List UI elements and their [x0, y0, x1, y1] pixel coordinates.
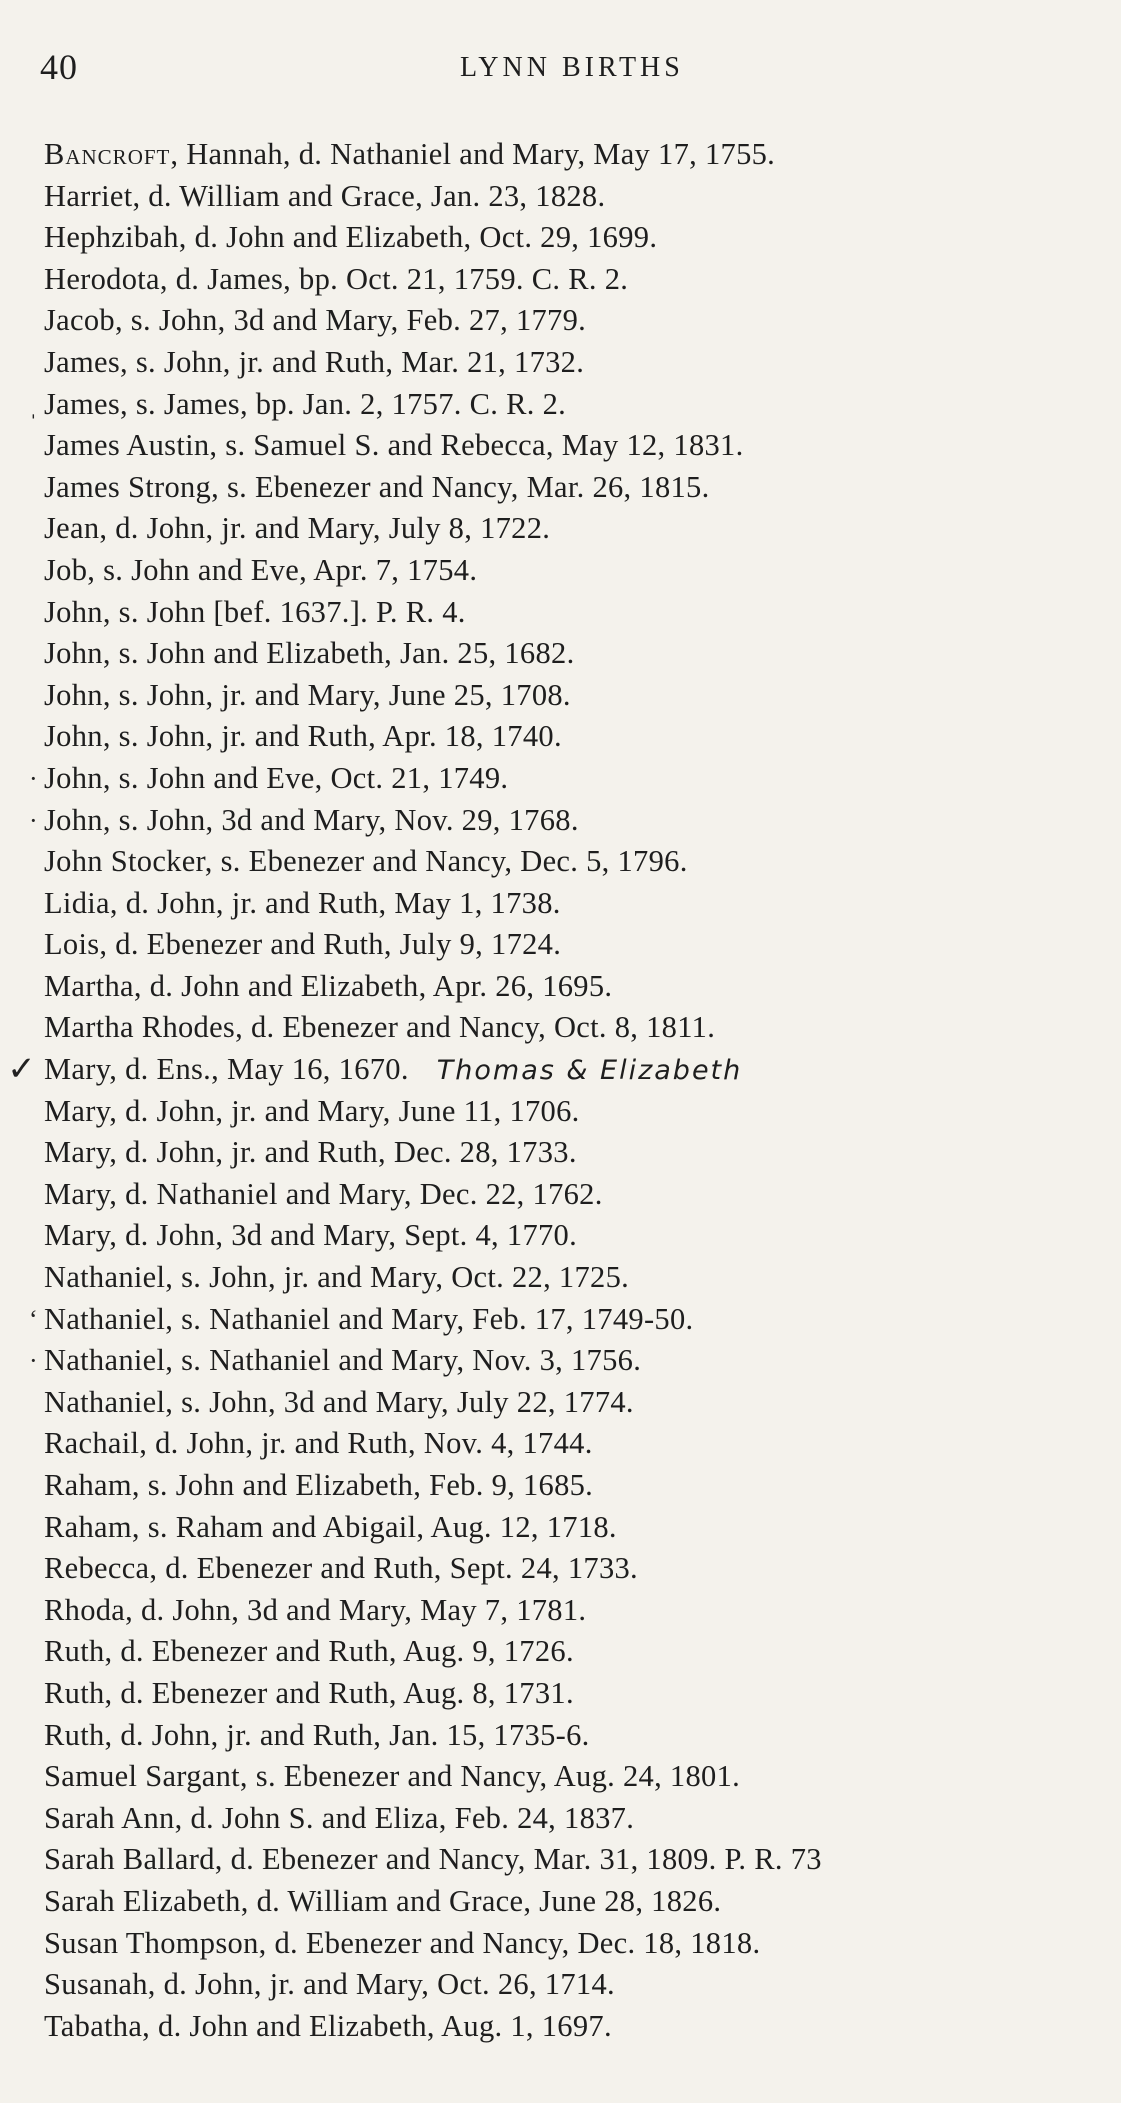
- entry-text: Raham, s. John and Elizabeth, Feb. 9, 1685.: [44, 1468, 594, 1502]
- list-item: [44, 342, 1121, 384]
- entry-text: John, s. John and Eve, Oct. 21, 1749.: [44, 760, 509, 795]
- list-item: [44, 176, 1121, 218]
- entry-text: Ruth, d. Ebenezer and Ruth, Aug. 8, 1731.: [44, 1675, 574, 1710]
- list-item: [44, 1132, 1121, 1174]
- entry-text: John, s. John, jr. and Ruth, Apr. 18, 1740.: [44, 719, 562, 754]
- entry-text: Martha, d. John and Elizabeth, Apr. 26, 1695.: [44, 968, 613, 1003]
- list-item: [44, 841, 1121, 883]
- list-item: [29, 1299, 1121, 1341]
- list-item: [44, 1091, 1121, 1133]
- list-item: [44, 1631, 1121, 1673]
- list-item: [44, 1673, 1121, 1715]
- entry-text: Ruth, d. Ebenezer and Ruth, Aug. 9, 1726.: [44, 1634, 574, 1669]
- entry-text: Tabatha, d. John and Elizabeth, Aug. 1, 1697.: [44, 2008, 612, 2043]
- entry-text: Job, s. John and Eve, Apr. 7, 1754.: [44, 552, 478, 587]
- list-item: [44, 550, 1121, 592]
- list-item: [44, 425, 1121, 467]
- entry-text: James, s. James, bp. Jan. 2, 1757. C. R. 2.: [44, 386, 567, 421]
- list-item: [44, 1174, 1121, 1216]
- entry-text: Mary, d. John, jr. and Ruth, Dec. 28, 1733.: [44, 1135, 577, 1170]
- list-item: [44, 1423, 1121, 1465]
- list-item: [44, 675, 1121, 717]
- list-item: [44, 259, 1121, 301]
- surname: Bancroft: [44, 137, 171, 171]
- margin-mark: ʻ: [29, 1304, 38, 1334]
- entry-text: Susan Thompson, d. Ebenezer and Nancy, Dec. 18, 1818.: [44, 1925, 761, 1960]
- list-item: [44, 1257, 1121, 1299]
- list-item: [29, 800, 1121, 842]
- margin-mark: ·: [29, 763, 38, 793]
- list-item: [44, 1007, 1121, 1049]
- list-item: [44, 1215, 1121, 1257]
- entry-text: James Austin, s. Samuel S. and Rebecca, May 12, 1831.: [44, 428, 744, 463]
- entry-text: Lois, d. Ebenezer and Ruth, July 9, 1724.: [44, 927, 562, 962]
- running-title: LYNN BIRTHS: [460, 52, 684, 83]
- list-item: [44, 1964, 1121, 2006]
- list-item: [44, 1756, 1121, 1798]
- entry-text: Sarah Ann, d. John S. and Eliza, Feb. 24, 1837.: [44, 1800, 635, 1835]
- entry-text: John, s. John and Elizabeth, Jan. 25, 1682.: [44, 636, 575, 671]
- entry-text: John, s. John [bef. 1637.]. P. R. 4.: [44, 594, 466, 629]
- entry-text: Hephzibah, d. John and Elizabeth, Oct. 29, 1699.: [44, 220, 658, 255]
- list-item: [44, 2006, 1121, 2048]
- entry-text: Ruth, d. John, jr. and Ruth, Jan. 15, 1735-6.: [44, 1717, 590, 1752]
- entry-text: Martha Rhodes, d. Ebenezer and Nancy, Oct. 8, 1811.: [44, 1010, 716, 1045]
- entry-text: Lidia, d. John, jr. and Ruth, May 1, 1738.: [44, 885, 561, 920]
- list-item: [29, 1340, 1121, 1382]
- list-item: [44, 1548, 1121, 1590]
- entry-text: Nathaniel, s. John, jr. and Mary, Oct. 22, 1725.: [44, 1260, 630, 1295]
- list-item: [44, 1798, 1121, 1840]
- entry-text: Sarah Elizabeth, d. William and Grace, June 28, 1826.: [44, 1883, 722, 1918]
- entry-text: Rhoda, d. John, 3d and Mary, May 7, 1781.: [44, 1592, 587, 1627]
- list-item: [44, 592, 1121, 634]
- list-item: [44, 966, 1121, 1008]
- list-item: [44, 1382, 1121, 1424]
- birth-entries-list: [7, 134, 1121, 2047]
- entry-text: Mary, d. John, jr. and Mary, June 11, 1706.: [44, 1093, 580, 1128]
- list-item: [44, 1590, 1121, 1632]
- entry-text: Mary, d. John, 3d and Mary, Sept. 4, 1770.: [44, 1218, 578, 1253]
- page-number: 40: [40, 47, 78, 87]
- list-item: [44, 508, 1121, 550]
- entry-text: Susanah, d. John, jr. and Mary, Oct. 26, 1714.: [44, 1967, 615, 2002]
- entry-text: Sarah Ballard, d. Ebenezer and Nancy, Mar. 31, 1809. P. R. 73: [44, 1842, 822, 1877]
- entry-text: John Stocker, s. Ebenezer and Nancy, Dec. 5, 1796.: [44, 844, 688, 879]
- list-item: [29, 758, 1121, 800]
- entry-text: James Strong, s. Ebenezer and Nancy, Mar. 26, 1815.: [44, 469, 710, 504]
- list-item: [44, 633, 1121, 675]
- entry-text: Jacob, s. John, 3d and Mary, Feb. 27, 1779.: [44, 303, 587, 338]
- entry-text: Jean, d. John, jr. and Mary, July 8, 1722.: [44, 511, 551, 546]
- entry-text: John, s. John, jr. and Mary, June 25, 1708.: [44, 677, 571, 712]
- checkmark-icon: ✓: [7, 1051, 36, 1089]
- list-item: [44, 883, 1121, 925]
- entry-text: Harriet, d. William and Grace, Jan. 23, 1828.: [44, 178, 606, 213]
- list-item: [44, 924, 1121, 966]
- list-item: [44, 134, 1121, 176]
- entry-text: , Hannah, d. Nathaniel and Mary, May 17, 1755.: [170, 137, 776, 171]
- list-item: [44, 467, 1121, 509]
- entry-text: Samuel Sargant, s. Ebenezer and Nancy, Aug. 24, 1801.: [44, 1759, 741, 1794]
- list-item: [44, 217, 1121, 259]
- list-item: [44, 716, 1121, 758]
- entry-text: Raham, s. Raham and Abigail, Aug. 12, 1718.: [44, 1509, 617, 1544]
- list-item: [44, 1881, 1121, 1923]
- entry-text: John, s. John, 3d and Mary, Nov. 29, 1768.: [44, 802, 579, 837]
- entry-text: James, s. John, jr. and Ruth, Mar. 21, 1732.: [44, 344, 585, 379]
- entry-text: Rebecca, d. Ebenezer and Ruth, Sept. 24, 1733.: [44, 1551, 638, 1586]
- list-item: [44, 1839, 1121, 1881]
- list-item: [44, 1715, 1121, 1757]
- margin-mark: ·: [29, 805, 38, 835]
- list-item: [44, 1923, 1121, 1965]
- list-item: [7, 1049, 1121, 1091]
- entry-text: Nathaniel, s. Nathaniel and Mary, Feb. 17, 1749-50.: [44, 1301, 694, 1336]
- list-item: [44, 1465, 1121, 1507]
- entry-text: Mary, d. Ens., May 16, 1670.: [44, 1052, 409, 1087]
- entry-text: Nathaniel, s. Nathaniel and Mary, Nov. 3, 1756.: [44, 1343, 642, 1378]
- list-item: [44, 1507, 1121, 1549]
- entry-text: Nathaniel, s. John, 3d and Mary, July 22, 1774.: [44, 1384, 634, 1419]
- entry-text: Rachail, d. John, jr. and Ruth, Nov. 4, 1744.: [44, 1426, 593, 1461]
- margin-mark: ·: [29, 1346, 38, 1376]
- list-item: [29, 384, 1121, 426]
- entry-text: Mary, d. Nathaniel and Mary, Dec. 22, 1762.: [44, 1176, 603, 1211]
- entry-text: Herodota, d. James, bp. Oct. 21, 1759. C. R. 2.: [44, 261, 629, 296]
- margin-mark: ˌ: [29, 389, 38, 419]
- handwritten-note: Thomas & Elizabeth: [436, 1055, 743, 1087]
- list-item: [44, 300, 1121, 342]
